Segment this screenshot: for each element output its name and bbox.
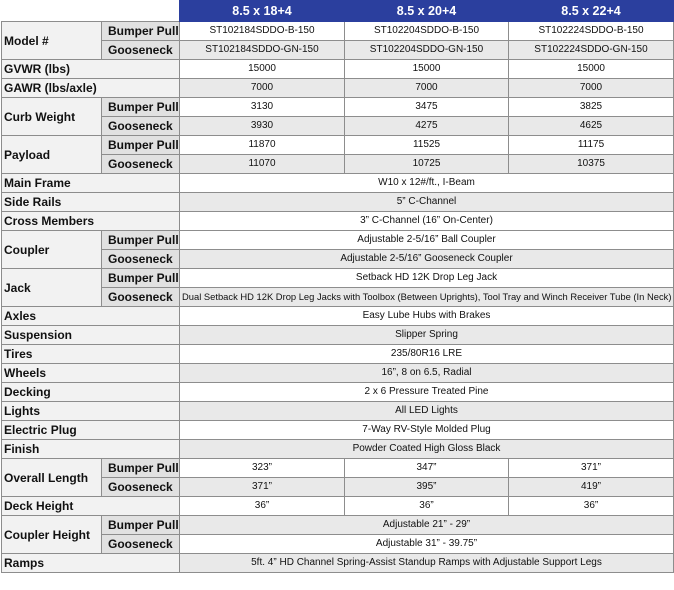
cell-finish: Powder Coated High Gloss Black xyxy=(180,440,674,459)
label-ramps: Ramps xyxy=(2,554,180,573)
cell-curb-bp-18: 3130 xyxy=(180,98,345,117)
row-jack-bumper-pull xyxy=(2,269,674,288)
cell-length-gn-18: 371” xyxy=(180,478,345,497)
row-jack-gooseneck xyxy=(2,288,674,307)
cell-payload-bp-20: 11525 xyxy=(345,136,509,155)
sub-label-bumper-pull: Bumper Pull xyxy=(102,98,180,117)
cell-gawr-22: 7000 xyxy=(509,79,674,98)
cell-curb-gn-22: 4625 xyxy=(509,117,674,136)
cell-coupler-bp: Adjustable 2-5/16” Ball Coupler xyxy=(180,231,674,250)
row-axles xyxy=(2,307,674,326)
header-model-20: 8.5 x 20+4 xyxy=(345,1,509,22)
cell-curb-gn-20: 4275 xyxy=(345,117,509,136)
row-model-gooseneck xyxy=(2,41,674,60)
row-curb-weight-bumper-pull xyxy=(2,98,674,117)
cell-deck-height-18: 36” xyxy=(180,497,345,516)
row-decking xyxy=(2,383,674,402)
label-side-rails: Side Rails xyxy=(2,193,180,212)
label-decking: Decking xyxy=(2,383,180,402)
row-model-bumper-pull xyxy=(2,22,674,41)
cell-length-bp-22: 371” xyxy=(509,459,674,478)
cell-model-gn-22: ST102224SDDO-GN-150 xyxy=(509,41,674,60)
label-cross-members: Cross Members xyxy=(2,212,180,231)
sub-label-gooseneck: Gooseneck xyxy=(102,288,180,307)
cell-payload-gn-18: 11070 xyxy=(180,155,345,174)
label-gawr: GAWR (lbs/axle) xyxy=(2,79,180,98)
cell-curb-gn-18: 3930 xyxy=(180,117,345,136)
cell-model-bp-22: ST102224SDDO-B-150 xyxy=(509,22,674,41)
cell-deck-height-22: 36” xyxy=(509,497,674,516)
label-gvwr: GVWR (lbs) xyxy=(2,60,180,79)
cell-decking: 2 x 6 Pressure Treated Pine xyxy=(180,383,674,402)
cell-cross-members: 3” C-Channel (16” On-Center) xyxy=(180,212,674,231)
sub-label-gooseneck: Gooseneck xyxy=(102,478,180,497)
label-lights: Lights xyxy=(2,402,180,421)
label-suspension: Suspension xyxy=(2,326,180,345)
row-ramps xyxy=(2,554,674,573)
row-wheels xyxy=(2,364,674,383)
sub-label-bumper-pull: Bumper Pull xyxy=(102,22,180,41)
cell-wheels: 16”, 8 on 6.5, Radial xyxy=(180,364,674,383)
sub-label-gooseneck: Gooseneck xyxy=(102,155,180,174)
sub-label-bumper-pull: Bumper Pull xyxy=(102,269,180,288)
cell-axles: Easy Lube Hubs with Brakes xyxy=(180,307,674,326)
cell-model-bp-18: ST102184SDDO-B-150 xyxy=(180,22,345,41)
row-curb-weight-gooseneck xyxy=(2,117,674,136)
cell-lights: All LED Lights xyxy=(180,402,674,421)
row-finish xyxy=(2,440,674,459)
label-finish: Finish xyxy=(2,440,180,459)
sub-label-gooseneck: Gooseneck xyxy=(102,41,180,60)
sub-label-bumper-pull: Bumper Pull xyxy=(102,231,180,250)
label-wheels: Wheels xyxy=(2,364,180,383)
cell-coupler-height-gn: Adjustable 31” - 39.75” xyxy=(180,535,674,554)
label-overall-length: Overall Length xyxy=(2,459,102,497)
cell-tires: 235/80R16 LRE xyxy=(180,345,674,364)
cell-coupler-height-bp: Adjustable 21” - 29” xyxy=(180,516,674,535)
header-blank xyxy=(2,1,180,22)
sub-label-gooseneck: Gooseneck xyxy=(102,535,180,554)
cell-jack-bp: Setback HD 12K Drop Leg Jack xyxy=(180,269,674,288)
header-row xyxy=(2,1,674,22)
label-electric-plug: Electric Plug xyxy=(2,421,180,440)
sub-label-bumper-pull: Bumper Pull xyxy=(102,516,180,535)
row-payload-gooseneck xyxy=(2,155,674,174)
row-overall-length-gooseneck xyxy=(2,478,674,497)
header-model-18: 8.5 x 18+4 xyxy=(180,1,345,22)
sub-label-bumper-pull: Bumper Pull xyxy=(102,136,180,155)
sub-label-bumper-pull: Bumper Pull xyxy=(102,459,180,478)
row-electric-plug xyxy=(2,421,674,440)
cell-model-gn-20: ST102204SDDO-GN-150 xyxy=(345,41,509,60)
row-tires xyxy=(2,345,674,364)
cell-gvwr-20: 15000 xyxy=(345,60,509,79)
cell-length-gn-20: 395” xyxy=(345,478,509,497)
cell-gvwr-22: 15000 xyxy=(509,60,674,79)
row-coupler-height-gooseneck xyxy=(2,535,674,554)
cell-length-bp-20: 347” xyxy=(345,459,509,478)
row-gvwr xyxy=(2,60,674,79)
cell-main-frame: W10 x 12#/ft., I-Beam xyxy=(180,174,674,193)
cell-curb-bp-22: 3825 xyxy=(509,98,674,117)
row-side-rails xyxy=(2,193,674,212)
cell-payload-bp-22: 11175 xyxy=(509,136,674,155)
label-deck-height: Deck Height xyxy=(2,497,180,516)
cell-model-bp-20: ST102204SDDO-B-150 xyxy=(345,22,509,41)
label-tires: Tires xyxy=(2,345,180,364)
label-coupler-height: Coupler Height xyxy=(2,516,102,554)
cell-coupler-gn: Adjustable 2-5/16” Gooseneck Coupler xyxy=(180,250,674,269)
row-cross-members xyxy=(2,212,674,231)
row-lights xyxy=(2,402,674,421)
label-jack: Jack xyxy=(2,269,102,307)
cell-payload-bp-18: 11870 xyxy=(180,136,345,155)
cell-model-gn-18: ST102184SDDO-GN-150 xyxy=(180,41,345,60)
spec-table xyxy=(1,0,674,573)
cell-jack-gn: Dual Setback HD 12K Drop Leg Jacks with Toolbox (Between Uprights), Tool Tray and Winch Receiver Tube (In Neck) xyxy=(180,288,674,307)
label-coupler: Coupler xyxy=(2,231,102,269)
label-curb-weight: Curb Weight xyxy=(2,98,102,136)
cell-payload-gn-20: 10725 xyxy=(345,155,509,174)
row-coupler-bumper-pull xyxy=(2,231,674,250)
row-deck-height xyxy=(2,497,674,516)
row-payload-bumper-pull xyxy=(2,136,674,155)
cell-deck-height-20: 36” xyxy=(345,497,509,516)
label-model: Model # xyxy=(2,22,102,60)
cell-curb-bp-20: 3475 xyxy=(345,98,509,117)
cell-gawr-20: 7000 xyxy=(345,79,509,98)
cell-side-rails: 5” C-Channel xyxy=(180,193,674,212)
row-gawr xyxy=(2,79,674,98)
row-coupler-height-bumper-pull xyxy=(2,516,674,535)
cell-length-bp-18: 323” xyxy=(180,459,345,478)
sub-label-gooseneck: Gooseneck xyxy=(102,117,180,136)
sub-label-gooseneck: Gooseneck xyxy=(102,250,180,269)
label-main-frame: Main Frame xyxy=(2,174,180,193)
cell-gawr-18: 7000 xyxy=(180,79,345,98)
cell-payload-gn-22: 10375 xyxy=(509,155,674,174)
cell-gvwr-18: 15000 xyxy=(180,60,345,79)
header-model-22: 8.5 x 22+4 xyxy=(509,1,674,22)
cell-ramps: 5ft. 4” HD Channel Spring-Assist Standup Ramps with Adjustable Support Legs xyxy=(180,554,674,573)
row-suspension xyxy=(2,326,674,345)
cell-length-gn-22: 419” xyxy=(509,478,674,497)
row-coupler-gooseneck xyxy=(2,250,674,269)
label-axles: Axles xyxy=(2,307,180,326)
cell-suspension: Slipper Spring xyxy=(180,326,674,345)
label-payload: Payload xyxy=(2,136,102,174)
row-overall-length-bumper-pull xyxy=(2,459,674,478)
cell-electric-plug: 7-Way RV-Style Molded Plug xyxy=(180,421,674,440)
row-main-frame xyxy=(2,174,674,193)
